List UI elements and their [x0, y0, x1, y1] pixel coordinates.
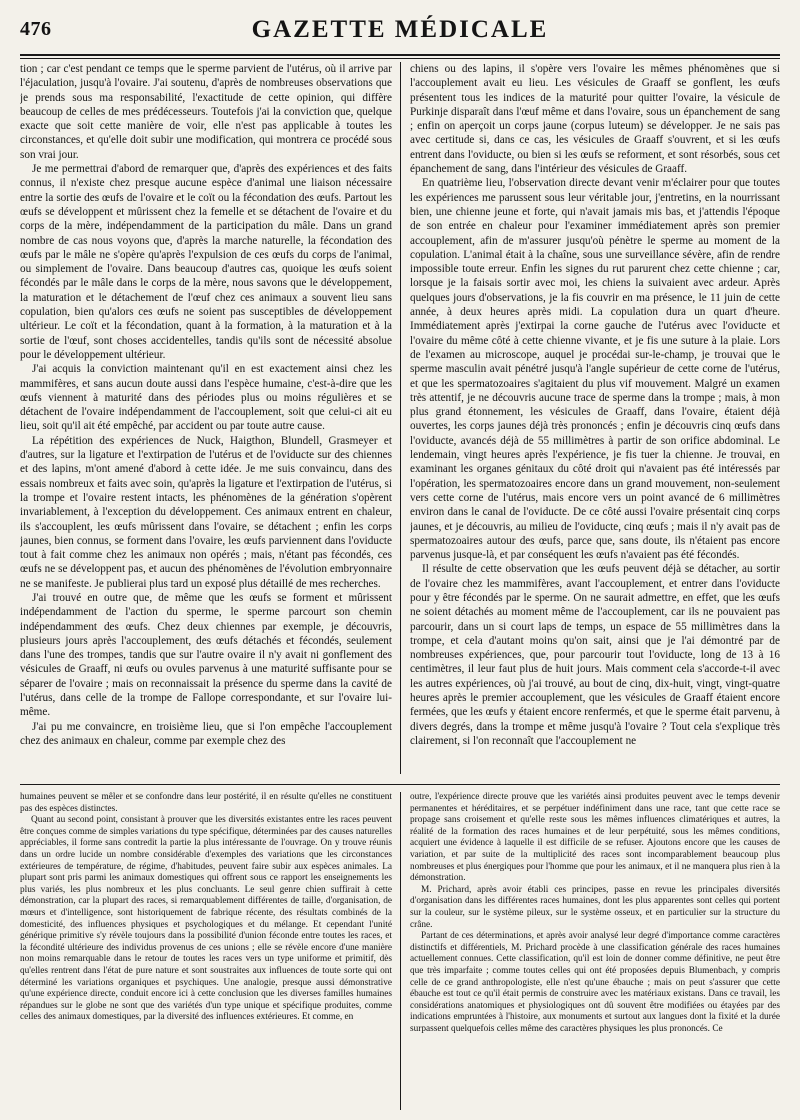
header-rule — [20, 54, 780, 56]
paragraph: tion ; car c'est pendant ce temps que le sperme parvient de l'utérus, où il arrive par l'éjaculation, jusqu'à l'ovaire. J'ai soutenu, d'après de nombreuses observations que je prends sous ma responsabilité, l'exactitude de cette opinion, qui diffère beaucoup de celles de mes prédécesseurs. Toutefois j'ai la conviction que, quelque exacte que soit cette manière de voir, elle n'est pas applicable à toutes les circonstances, et qu'elle doit subir une modification, qui montrera ce procédé sous son vrai jour. — [20, 63, 392, 161]
column-divider — [400, 62, 401, 774]
main-column-left — [20, 62, 392, 774]
paragraph: Il résulte de cette observation que les œufs peuvent déjà se détacher, au sortir de l'ovaire chez les mammifères, avant l'accouplement, et entrer dans l'oviducte pour y être fécondés par le sperme. On ne saurait admettre, en effet, que les œufs ne soient détachés au moment même de l'accouplement, car ils ne pouvaient pas parcourir, dans un si court laps de temps, un espace de 55 millimètres dans la trompe, et cela d'autant moins qu'on sait, ainsi que je l'ai démontré par de nombreuses expériences, que, pour parcourir tout l'oviducte, long de 13 à 16 centimètres, il leur faut plus de huit jours. Mais comment cela s'accorde-t-il avec les autres expériences, où j'ai trouvé, au bout de cinq, dix-huit, vingt, vingt-quatre heures après le premier accouplement, que les vésicules de Graaff étaient encore fermées, que les œufs y étaient encore renfermés, et que le sperme était parvenu, à divers degrés, dans la trompe et même jusqu'à l'ovaire ? Tout cela s'explique très clairement, si l'on reconnaît que l'accouplement ne — [410, 563, 780, 747]
section-rule — [20, 784, 780, 785]
paragraph: En quatrième lieu, l'observation directe devant venir m'éclairer pour que toutes les expériences me parussent sous leur véritable jour, j'entretins, en la nourrissant bien, une chienne jeune et forte, qui n'avait jamais mis bas, et j'attendis l'époque de son entrée en chaleur pour l'examiner immédiatement après son premier accouplement, afin de m'assurer jusqu'où pénètre le sperme au moment de la copulation. L'animal était à la chaîne, sous une surveillance sévère, afin de rendre impossible toute erreur. Enfin les signes du rut parurent chez cette chienne ; car, lorsque je la faisais sortir avec moi, les chiens la suivaient avec ardeur. Après quelques jours d'observations, je la fis couvrir en ma présence, le 11 juin de cette année, à deux heures après midi. La copulation dura un quart d'heure. Immédiatement après j'extirpai la corne gauche de l'utérus avec l'oviducte et l'ovaire du même côté à cette chienne vivante, et je fis une suture à la plaie. Lors de l'examen au microscope, auquel je procédai sur-le-champ, je trouvai que le sperme masculin avait pénétré jusqu'à l'angle supérieur de cette corne de l'utérus, et que les spermatozoaires s'agitaient du plus vif mouvement. Malgré un examen très attentif, je ne découvris aucune trace de sperme dans la trompe ; mais, à mon plus grand étonnement, les vésicules de Graaff, dans l'ovaire, étaient déjà ouvertes, les corps jaunes déjà très prononcés ; enfin je découvris cinq œufs dans l'oviducte, avancés déjà de 55 millimètres à partir de son orifice abdominal. Le lendemain, vingt heures après l'expérience, je fis tuer la chienne. Je trouvai, en examinant les organes génitaux du côté droit qui n'avaient pas été intéressés par l'opération, les spermatozoaires encore dans un grand mouvement, non-seulement vers cette corne de l'utérus, mais encore vers un point avancé de 6 millimètres environ dans le canal de l'oviducte. De ce côté aussi l'ovaire présentait cinq corps jaunes, et je découvris, au milieu de l'oviducte, cinq œufs ; mais il n'y avait pas de spermatozoaires autour des œufs, parce que, sans doute, ils n'étaient pas encore parvenus jusque-là, et par conséquent les œufs n'avaient pas été fécondés. — [410, 177, 780, 562]
paragraph: outre, l'expérience directe prouve que les variétés ainsi produites peuvent avec le temps devenir permanentes et héréditaires, et se perpétuer indéfiniment dans une race, tant que cette race se propage sans croisement et qu'elle reste sous les mêmes influences climatériques et autres, la réalité de la formation des races humaines et de leur perpétuité, sous les mêmes conditions, acquiert une évidence à laquelle il est difficile de se refuser. Ajoutons encore que les causes de variation, et par suite de la multiplicité des races sont incomparablement beaucoup plus nombreuses et plus énergiques pour l'homme que pour les animaux, et il ne manquera plus rien à la démonstration. — [410, 792, 780, 884]
page-header — [20, 14, 780, 48]
paragraph: M. Prichard, après avoir établi ces principes, passe en revue les principales diversités d'organisation dans les différentes races humaines, dont les plus apparentes sont celles qui portent sur la couleur, sur le système pileux, sur le système osseux, et en particulier sur la structure du crâne. — [410, 884, 780, 930]
paragraph: J'ai trouvé en outre que, de même que les œufs se forment et mûrissent indépendamment de l'action du sperme, le sperme parcourt son chemin indépendamment des œufs. Chez deux chiennes par exemple, je découvris, plusieurs jours après l'accouplement, des œufs détachés et fécondés, seulement dans l'une des trompes, tandis que sur l'autre ovaire il n'y avait ni gonflement des vésicules de Graaff, ni œufs ou ovules parvenus à une maturité suffisante pour se séparer de l'ovaire ; mais on reconnaissait la présence du sperme dans la cavité de l'utérus, dans celle de la trompe de Fallope correspondante, et sur l'ovaire lui-même. — [20, 591, 392, 719]
paragraph: Partant de ces déterminations, et après avoir analysé leur degré d'importance comme caractères distinctifs et différentiels, M. Prichard procède à une classification générale des races humaines actuellement connues. Cette classification, qu'il est loin de donner comme définitive, ne peut être que très imparfaite ; comme toutes celles qui ont été proposées depuis Blumenbach, y compris celle de ce grand anthropologiste, elle n'est qu'une ébauche ; mais on peut s'assurer que cette ébauche est tout ce qu'il était permis de construire avec les matériaux existans. Dans ce travail, les considérations anatomiques et physiologiques ont dû souvent être modifiées ou étayées par des indications empruntées à l'histoire, aux monuments et surtout aux langues dont la fixité et la durée surpassent quelquefois celles même des caractères physiques les plus prononcés. Ce — [410, 931, 780, 1034]
review-column-right — [410, 792, 780, 1110]
paragraph: chiens ou des lapins, il s'opère vers l'ovaire les mêmes phénomènes que si l'accouplement avait eu lieu. Les vésicules de Graaff se gonflent, les œufs présentent tous les indices de la maturité pour quitter l'ovaire, la vésicule de Purkinje disparaît dans l'œuf même et dans l'ovaire, sous un épanchement de sang ; enfin on aperçoit un corps jaune (corpus luteum) se développer. Je ne sais pas avec certitude si, dans ce cas, les vésicules de Graaff s'ouvrent, et si les œufs entrent dans l'oviducte, ou bien si les œufs se reforment, et sont résorbés, sous cet épanchement de sang, dans l'intérieur des vésicules de Graaff. — [410, 63, 780, 176]
main-article — [20, 62, 780, 774]
paragraph: Je me permettrai d'abord de remarquer que, d'après des expériences et des faits connus, il n'existe chez presque aucune espèce d'animal une liaison nécessaire entre la sortie des œufs de l'ovaire et le coït ou la fécondation des œufs. Partout les œufs se développent et mûrissent chez la femelle et se détachent de l'ovaire et du corps de la mère, indépendamment de la participation du mâle. Dans un grand nombre de cas nous voyons que, d'après la marche naturelle, la fécondation des œufs par le mâle ne s'opère qu'après l'expulsion de ces œufs du corps de l'animal, ou simplement de l'ovaire. Dans beaucoup d'autres cas, quoique les œufs soient fécondés par le mâle dans le corps de la mère, nous savons que le développement, la maturation et le détachement de l'œuf chez ces animaux a souvent lieu sans copulation, bien qu'alors ces œufs ne soient pas susceptibles de développement ultérieur. Le coït et la fécondation, quant à la formation, à la maturation et à la sortie de l'œuf, sont choses accidentelles, tandis qu'ils sont de nécessité absolue pour le développement ultérieur. — [20, 163, 392, 361]
paragraph: humaines peuvent se mêler et se confondre dans leur postérité, il en résulte qu'elles ne constituent pas des espèces distinctes. — [20, 792, 392, 814]
main-column-right — [410, 62, 780, 774]
review-article — [20, 792, 780, 1110]
page-number: 476 — [20, 18, 52, 40]
review-column-left — [20, 792, 392, 1110]
paragraph: J'ai pu me convaincre, en troisième lieu, que si l'on empêche l'accouplement chez des animaux en chaleur, comme par exemple chez des — [20, 720, 392, 747]
paragraph: J'ai acquis la conviction maintenant qu'il en est exactement ainsi chez les mammifères, et sans aucun doute aussi dans l'espèce humaine, c'est-à-dire que les œufs viennent à maturité dans des périodes plus ou moins régulières et se détachent de l'ovaire indépendamment de l'accouplement, soit que celui-ci ait eu lieu, soit qu'il ait été empêché, par accident ou par toute autre cause. — [20, 363, 392, 433]
paragraph: La répétition des expériences de Nuck, Haigthon, Blundell, Grasmeyer et d'autres, sur la ligature et l'extirpation de l'utérus et de l'oviducte sur des chiennes et des lapins, m'ont amené d'abord à cette idée. Je me suis convaincu, dans des essais nombreux et faits avec soin, qu'après la ligature et l'extirpation de l'utérus, si la trompe et l'ovaire restent intacts, les phénomènes de la génération s'opèrent invariablement, à l'exception du développement. Ces animaux entrent en chaleur, ils s'accouplent, les œufs mûrissent dans l'ovaire, se détachent ; enfin les corps jaunes, bien connus, se forment dans l'ovaire, les œufs parviennent dans l'oviducte tout à fait comme chez les animaux non opérés ; mais, n'étant pas fécondés, ces œufs ne se développent pas, et aucun des phénomènes de l'évolution embryonnaire ne se manifeste. Je publierai plus tard un exposé plus détaillé de mes recherches. — [20, 434, 392, 590]
column-divider — [400, 792, 401, 1110]
journal-title: GAZETTE MÉDICALE — [251, 16, 549, 43]
paragraph: Quant au second point, consistant à prouver que les diversités existantes entre les races peuvent être conçues comme de simples variations du type spécifique, déterminées par des causes naturelles appréciables, il forme sans contredit la partie la plus intéressante de l'ouvrage. On y trouve réunis dans un ordre lucide un nombre considérable d'exemples des variations que les circonstances extérieures de température, de régime, d'habitudes, peuvent faire subir aux espèces animales. La plupart sont pris parmi les animaux domestiques qui offrent sous ce rapport les enseignements les plus variés, les plus nombreux et les plus concluants. Le seul genre chien suffirait à cette démonstration, car la plupart des races, si remarquablement différentes de taille, d'organisation, de mœurs et d'intelligence, sont historiquement de fabrique récente, des résultats combinés de la domesticité, des influences physiques et psychologiques et du mélange. Et cependant l'unité générique primitive s'y révèle toujours dans la possibilité d'union féconde entre toutes les races, et la fécondité ultérieure des individus provenus de ces unions ; elle se révèle encore d'une manière non moins remarquable dans le retour de toutes les races vers un type uniforme et primitif, dès qu'elles rentrent dans l'état de pure nature et sont soustraites aux influences de toute sorte qui ont déterminé les variations organiques et psychiques. Une analogie, presque aussi démonstrative qu'une expérience directe, conduit encore ici à cette conclusion que les diverses familles humaines répandues sur le globe ne sont que des variétés d'un type unique et spécifique produites, comme celles des animaux domestiques, par la diversité des influences extérieures. Et comme, en — [20, 815, 392, 1023]
